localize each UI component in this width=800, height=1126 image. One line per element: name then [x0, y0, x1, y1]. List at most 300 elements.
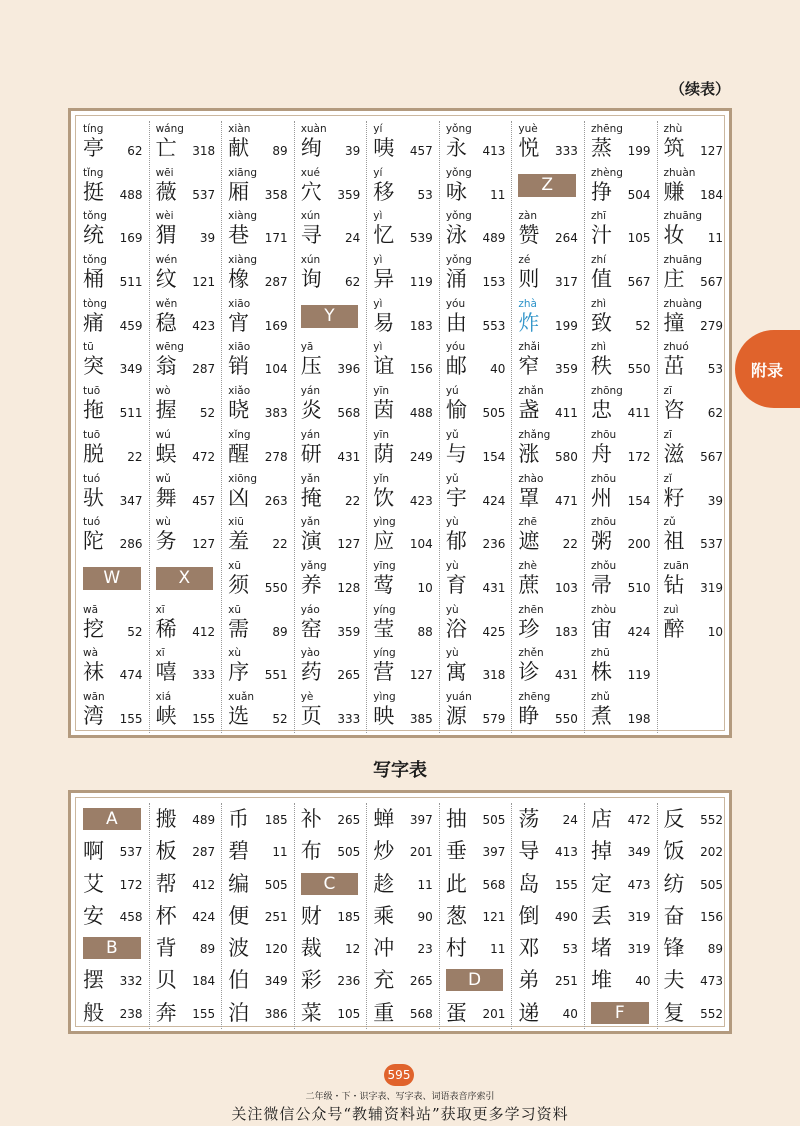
- character: 掩: [300, 485, 322, 510]
- table-cell: [295, 252, 367, 296]
- table-cell: [367, 803, 439, 835]
- character: 饮: [373, 485, 395, 510]
- page-ref: 349: [627, 845, 651, 860]
- table-column: [295, 121, 368, 733]
- table-cell: [150, 514, 222, 558]
- table-cell: [222, 645, 294, 689]
- page-ref: 567: [700, 275, 724, 290]
- table-column: [150, 803, 223, 1029]
- character: 杯: [155, 903, 177, 928]
- pinyin: xún: [300, 254, 321, 267]
- table-cell: [440, 121, 512, 165]
- character: 悦: [518, 136, 540, 160]
- character: 编: [228, 871, 250, 896]
- character: 莹: [373, 616, 395, 641]
- table-cell: [222, 835, 294, 867]
- table-cell: [77, 208, 149, 252]
- table-column: [585, 121, 658, 733]
- table-column: [77, 121, 150, 733]
- table-cell: [295, 803, 367, 835]
- pinyin: yí: [373, 123, 383, 135]
- page-ref: 431: [337, 449, 361, 464]
- character: 夫: [663, 968, 685, 993]
- character: 忆: [373, 223, 395, 248]
- table-cell: [367, 165, 439, 209]
- page-ref: 510: [627, 580, 651, 595]
- table-cell: [512, 558, 584, 602]
- table-column: [585, 803, 658, 1029]
- pinyin: zǐ: [663, 472, 672, 485]
- character: 醉: [663, 616, 685, 641]
- table-cell: [77, 835, 149, 867]
- pinyin: yīn: [373, 385, 390, 398]
- pinyin: yào: [300, 647, 320, 660]
- page-ref: 119: [409, 275, 433, 290]
- page-ref: 332: [119, 974, 143, 989]
- table-cell: [440, 514, 512, 558]
- pinyin: yú: [445, 385, 459, 398]
- page-ref: 127: [337, 537, 361, 552]
- table-cell: [295, 900, 367, 932]
- character: 冲: [373, 936, 395, 961]
- character: 寓: [445, 660, 467, 685]
- page-ref: 23: [417, 942, 433, 957]
- pinyin: zhēng: [518, 690, 551, 703]
- table-cell: [367, 339, 439, 383]
- pinyin: yīn: [373, 428, 390, 441]
- table-column: [512, 803, 585, 1029]
- character: 荫: [373, 441, 395, 466]
- table-cell: [222, 471, 294, 515]
- character: 选: [228, 703, 250, 728]
- table-cell: [512, 997, 584, 1029]
- page-ref: 459: [119, 318, 143, 333]
- pinyin: xuǎn: [228, 690, 255, 703]
- character: 摆: [83, 968, 104, 993]
- table-cell: [440, 339, 512, 383]
- page-ref: 359: [337, 624, 361, 639]
- table-cell: [295, 645, 367, 689]
- table-cell: [222, 427, 294, 471]
- table-cell: [658, 252, 730, 296]
- page-ref: 90: [417, 909, 433, 924]
- character: 育: [445, 572, 467, 597]
- pinyin: yā: [300, 341, 314, 354]
- character: 邮: [445, 354, 467, 379]
- table-cell: [295, 602, 367, 646]
- appendix-tab[interactable]: 附录: [735, 330, 800, 408]
- pinyin: zhǎng: [518, 428, 551, 441]
- page-ref: 52: [127, 624, 143, 639]
- pinyin: yǒng: [445, 210, 472, 223]
- pinyin: yóu: [445, 341, 466, 354]
- page-ref: 471: [555, 493, 578, 508]
- page-ref: 154: [482, 449, 506, 464]
- page-ref: 24: [562, 813, 578, 827]
- table-column: [658, 803, 730, 1029]
- table-cell: [585, 558, 657, 602]
- character: 荡: [518, 807, 540, 831]
- character: 炸: [518, 310, 540, 335]
- table-cell: [658, 932, 730, 964]
- table-cell: [77, 514, 149, 558]
- character: 痛: [83, 310, 104, 335]
- page-ref: 89: [272, 624, 288, 639]
- page-ref: 183: [409, 318, 433, 333]
- table-cell: [658, 296, 730, 340]
- page-ref: 537: [119, 845, 143, 860]
- pinyin: tuō: [83, 428, 101, 441]
- page-ref: 249: [409, 449, 433, 464]
- page-ref: 457: [192, 493, 216, 508]
- table-cell: [440, 900, 512, 932]
- page-ref: 425: [482, 624, 506, 639]
- page-ref: 169: [119, 231, 143, 246]
- table-cell: [585, 900, 657, 932]
- table-cell: [512, 208, 584, 252]
- table-cell: [585, 427, 657, 471]
- character: 易: [373, 310, 395, 335]
- character: 安: [83, 903, 104, 928]
- page-ref: 568: [409, 1006, 433, 1021]
- page-ref: 333: [337, 711, 361, 726]
- page-ref: 183: [555, 624, 578, 639]
- character: 忠: [590, 398, 612, 423]
- character: 询: [300, 267, 322, 292]
- character: 羞: [228, 529, 250, 554]
- table-cell: [585, 689, 657, 733]
- page-ref: 104: [409, 537, 433, 552]
- table-cell: [512, 383, 584, 427]
- character: 妆: [663, 223, 685, 248]
- character: 袜: [83, 660, 104, 685]
- pinyin: zhōng: [590, 385, 623, 398]
- character: 橡: [228, 267, 250, 292]
- table-cell: [585, 514, 657, 558]
- character: 遮: [518, 529, 540, 554]
- character: 营: [373, 660, 395, 685]
- character: 祖: [663, 529, 685, 554]
- page-ref: 184: [700, 187, 724, 202]
- page-ref: 568: [337, 406, 361, 421]
- pinyin: zhuó: [663, 341, 689, 354]
- pinyin: xū: [228, 603, 241, 616]
- page-ref: 88: [417, 624, 433, 639]
- page-ref: 319: [700, 580, 724, 595]
- character: 菜: [300, 1000, 322, 1025]
- character: 宇: [445, 485, 467, 510]
- character: 醒: [228, 441, 250, 466]
- page-ref: 89: [272, 144, 288, 158]
- page-ref: 169: [264, 318, 288, 333]
- table-cell: [222, 558, 294, 602]
- pinyin: xiāo: [228, 297, 251, 310]
- page-ref: 265: [409, 974, 433, 989]
- pinyin: yán: [300, 385, 320, 398]
- character: 郁: [445, 529, 467, 554]
- table-cell: [512, 165, 584, 209]
- character: 珍: [518, 616, 540, 641]
- page-number: 595: [384, 1064, 414, 1086]
- character: 与: [445, 441, 467, 466]
- table-cell: [440, 296, 512, 340]
- table-cell: [77, 803, 149, 835]
- character: 般: [83, 1000, 104, 1025]
- page-ref: 550: [555, 711, 578, 726]
- character: 穴: [300, 179, 322, 204]
- character: 蜈: [155, 441, 177, 466]
- character: 值: [590, 267, 612, 292]
- table-cell: [295, 427, 367, 471]
- character: 演: [300, 529, 322, 554]
- character: 峡: [155, 703, 177, 728]
- table-cell: [295, 932, 367, 964]
- character: 板: [155, 839, 177, 864]
- table-cell: [367, 558, 439, 602]
- character: 蛋: [445, 1000, 467, 1025]
- character: 纹: [155, 267, 177, 292]
- pinyin: tuó: [83, 472, 101, 485]
- table-cell: [512, 932, 584, 964]
- pinyin: zhǎi: [518, 341, 540, 354]
- pinyin: xiàn: [228, 123, 251, 135]
- letter-header: Z: [518, 174, 576, 197]
- pinyin: yìng: [373, 690, 396, 703]
- letter-header: X: [156, 567, 214, 590]
- letter-header: B: [83, 937, 141, 959]
- table-cell: [77, 689, 149, 733]
- character: 复: [663, 1000, 685, 1025]
- character: 页: [300, 703, 322, 728]
- page-ref: 53: [562, 942, 578, 957]
- pinyin: yì: [373, 297, 383, 310]
- page-ref: 105: [337, 1006, 361, 1021]
- page-ref: 488: [409, 406, 433, 421]
- page-ref: 505: [264, 877, 288, 892]
- pinyin: tuó: [83, 516, 101, 529]
- table-cell: [222, 900, 294, 932]
- character: 咏: [445, 179, 467, 204]
- table-cell: [295, 296, 367, 340]
- page-ref: 411: [627, 406, 651, 421]
- page-ref: 236: [337, 974, 361, 989]
- page-ref: 413: [555, 845, 578, 860]
- page-ref: 52: [272, 711, 288, 726]
- pinyin: yǒng: [445, 166, 472, 179]
- character: 茵: [373, 398, 395, 423]
- table-cell: [367, 514, 439, 558]
- table-cell: [222, 803, 294, 835]
- character: 纺: [663, 871, 685, 896]
- table-cell: [77, 868, 149, 900]
- character: 帚: [590, 572, 612, 597]
- character: 此: [445, 871, 467, 896]
- table-cell: [658, 997, 730, 1029]
- pinyin: xiū: [228, 516, 244, 529]
- table-cell: [658, 835, 730, 867]
- character: 背: [155, 936, 177, 961]
- page-ref: 155: [192, 711, 216, 726]
- page-ref: 423: [409, 493, 433, 508]
- table-cell: [440, 427, 512, 471]
- table-cell: [367, 932, 439, 964]
- character: 筑: [663, 136, 685, 160]
- page-ref: 120: [264, 942, 288, 957]
- character: 压: [300, 354, 322, 379]
- page-ref: 12: [344, 942, 361, 957]
- page-ref: 103: [555, 580, 578, 595]
- character: 宵: [228, 310, 250, 335]
- page-ref: 553: [482, 318, 506, 333]
- page-ref: 385: [409, 711, 433, 726]
- table-cell: [222, 602, 294, 646]
- page-ref: 504: [627, 187, 651, 202]
- character: 重: [373, 1000, 395, 1025]
- page-ref: 62: [127, 144, 143, 158]
- pinyin: zhèng: [590, 166, 623, 179]
- character: 财: [300, 903, 322, 928]
- character: 涨: [518, 441, 540, 466]
- character: 莺: [373, 572, 395, 597]
- page-ref: 397: [409, 813, 433, 827]
- character: 裁: [300, 936, 322, 961]
- character: 谊: [373, 354, 395, 379]
- page-ref: 424: [482, 493, 506, 508]
- table-cell: [295, 383, 367, 427]
- page-ref: 11: [272, 845, 288, 860]
- table-cell: [295, 964, 367, 996]
- character: 统: [83, 223, 104, 248]
- character: 罩: [518, 485, 540, 510]
- table-cell: [367, 964, 439, 996]
- pinyin: yù: [445, 603, 459, 616]
- table-cell: [512, 900, 584, 932]
- page-ref: 40: [562, 1006, 578, 1021]
- character: 递: [518, 1000, 540, 1025]
- table-cell: [150, 252, 222, 296]
- character: 搬: [155, 807, 177, 831]
- page-ref: 198: [627, 711, 651, 726]
- character: 煮: [590, 703, 612, 728]
- page-ref: 287: [192, 362, 216, 377]
- page-ref: 153: [482, 275, 506, 290]
- pinyin: xī: [155, 647, 165, 660]
- table-cell: [295, 558, 367, 602]
- character: 睁: [518, 703, 540, 728]
- section-title: 写字表: [373, 760, 427, 781]
- page-ref: 472: [627, 813, 651, 827]
- table-cell: [150, 932, 222, 964]
- table-cell: [440, 645, 512, 689]
- table-cell: [658, 427, 730, 471]
- character: 映: [373, 703, 395, 728]
- table-cell: [440, 997, 512, 1029]
- table-cell: [658, 868, 730, 900]
- page-ref: 155: [119, 711, 143, 726]
- table-cell: [512, 514, 584, 558]
- character: 秩: [590, 354, 612, 379]
- table-cell: [585, 383, 657, 427]
- pinyin: xiāo: [228, 341, 251, 354]
- page-ref: 184: [192, 974, 216, 989]
- pinyin: yù: [445, 516, 459, 529]
- footer-note: 关注微信公众号“教辅资料站”获取更多学习资料: [231, 1105, 569, 1123]
- character: 咨: [663, 398, 685, 423]
- pinyin: zhēng: [590, 123, 623, 135]
- page-ref: 539: [409, 231, 433, 246]
- table-cell: [150, 868, 222, 900]
- table-cell: [150, 471, 222, 515]
- table-column: [77, 803, 150, 1029]
- page-ref: 359: [555, 362, 578, 377]
- table-cell: [295, 868, 367, 900]
- table-cell: [440, 602, 512, 646]
- character: 嘻: [155, 660, 177, 685]
- table-cell: [658, 514, 730, 558]
- table-cell: [367, 900, 439, 932]
- table-cell: [658, 165, 730, 209]
- table-cell: [658, 208, 730, 252]
- table-cell: [295, 835, 367, 867]
- page-ref: 396: [337, 362, 361, 377]
- page-ref: 567: [700, 449, 724, 464]
- writing-grid: [77, 803, 729, 1029]
- character: 反: [663, 807, 685, 831]
- table-cell: [295, 165, 367, 209]
- character: 碧: [228, 839, 250, 864]
- letter-header: F: [591, 1002, 649, 1024]
- character: 舟: [590, 441, 612, 466]
- table-cell: [367, 602, 439, 646]
- page-ref: 24: [344, 231, 361, 246]
- table-cell: [367, 121, 439, 165]
- character: 滋: [663, 441, 685, 466]
- page-ref: 251: [264, 909, 288, 924]
- pinyin: tǐng: [83, 166, 104, 179]
- page-ref: 185: [337, 909, 361, 924]
- table-cell: [222, 208, 294, 252]
- page-ref: 551: [264, 668, 288, 683]
- pinyin: wò: [155, 385, 171, 398]
- table-cell: [77, 471, 149, 515]
- pinyin: wěn: [155, 297, 178, 310]
- table-cell: [367, 689, 439, 733]
- page-ref: 11: [707, 231, 724, 246]
- page-ref: 424: [627, 624, 651, 639]
- table-cell: [367, 383, 439, 427]
- table-cell: [150, 689, 222, 733]
- table-cell: [367, 296, 439, 340]
- page-ref: 505: [700, 877, 724, 892]
- table-cell: [77, 121, 149, 165]
- pinyin: yè: [300, 690, 314, 703]
- pinyin: zhuāng: [663, 210, 703, 223]
- pinyin: yuán: [445, 690, 472, 703]
- pinyin: zhōu: [590, 428, 617, 441]
- character: 陀: [83, 529, 104, 554]
- pinyin: tíng: [83, 123, 104, 135]
- pinyin: yuè: [518, 123, 538, 135]
- pinyin: xiāng: [228, 166, 258, 179]
- table-cell: [295, 514, 367, 558]
- pinyin: wēng: [155, 341, 184, 354]
- page-ref: 155: [192, 1006, 216, 1021]
- table-column: [367, 803, 440, 1029]
- table-cell: [658, 558, 730, 602]
- character: 挖: [83, 616, 104, 641]
- character: 奋: [663, 903, 685, 928]
- page-ref: 156: [409, 362, 433, 377]
